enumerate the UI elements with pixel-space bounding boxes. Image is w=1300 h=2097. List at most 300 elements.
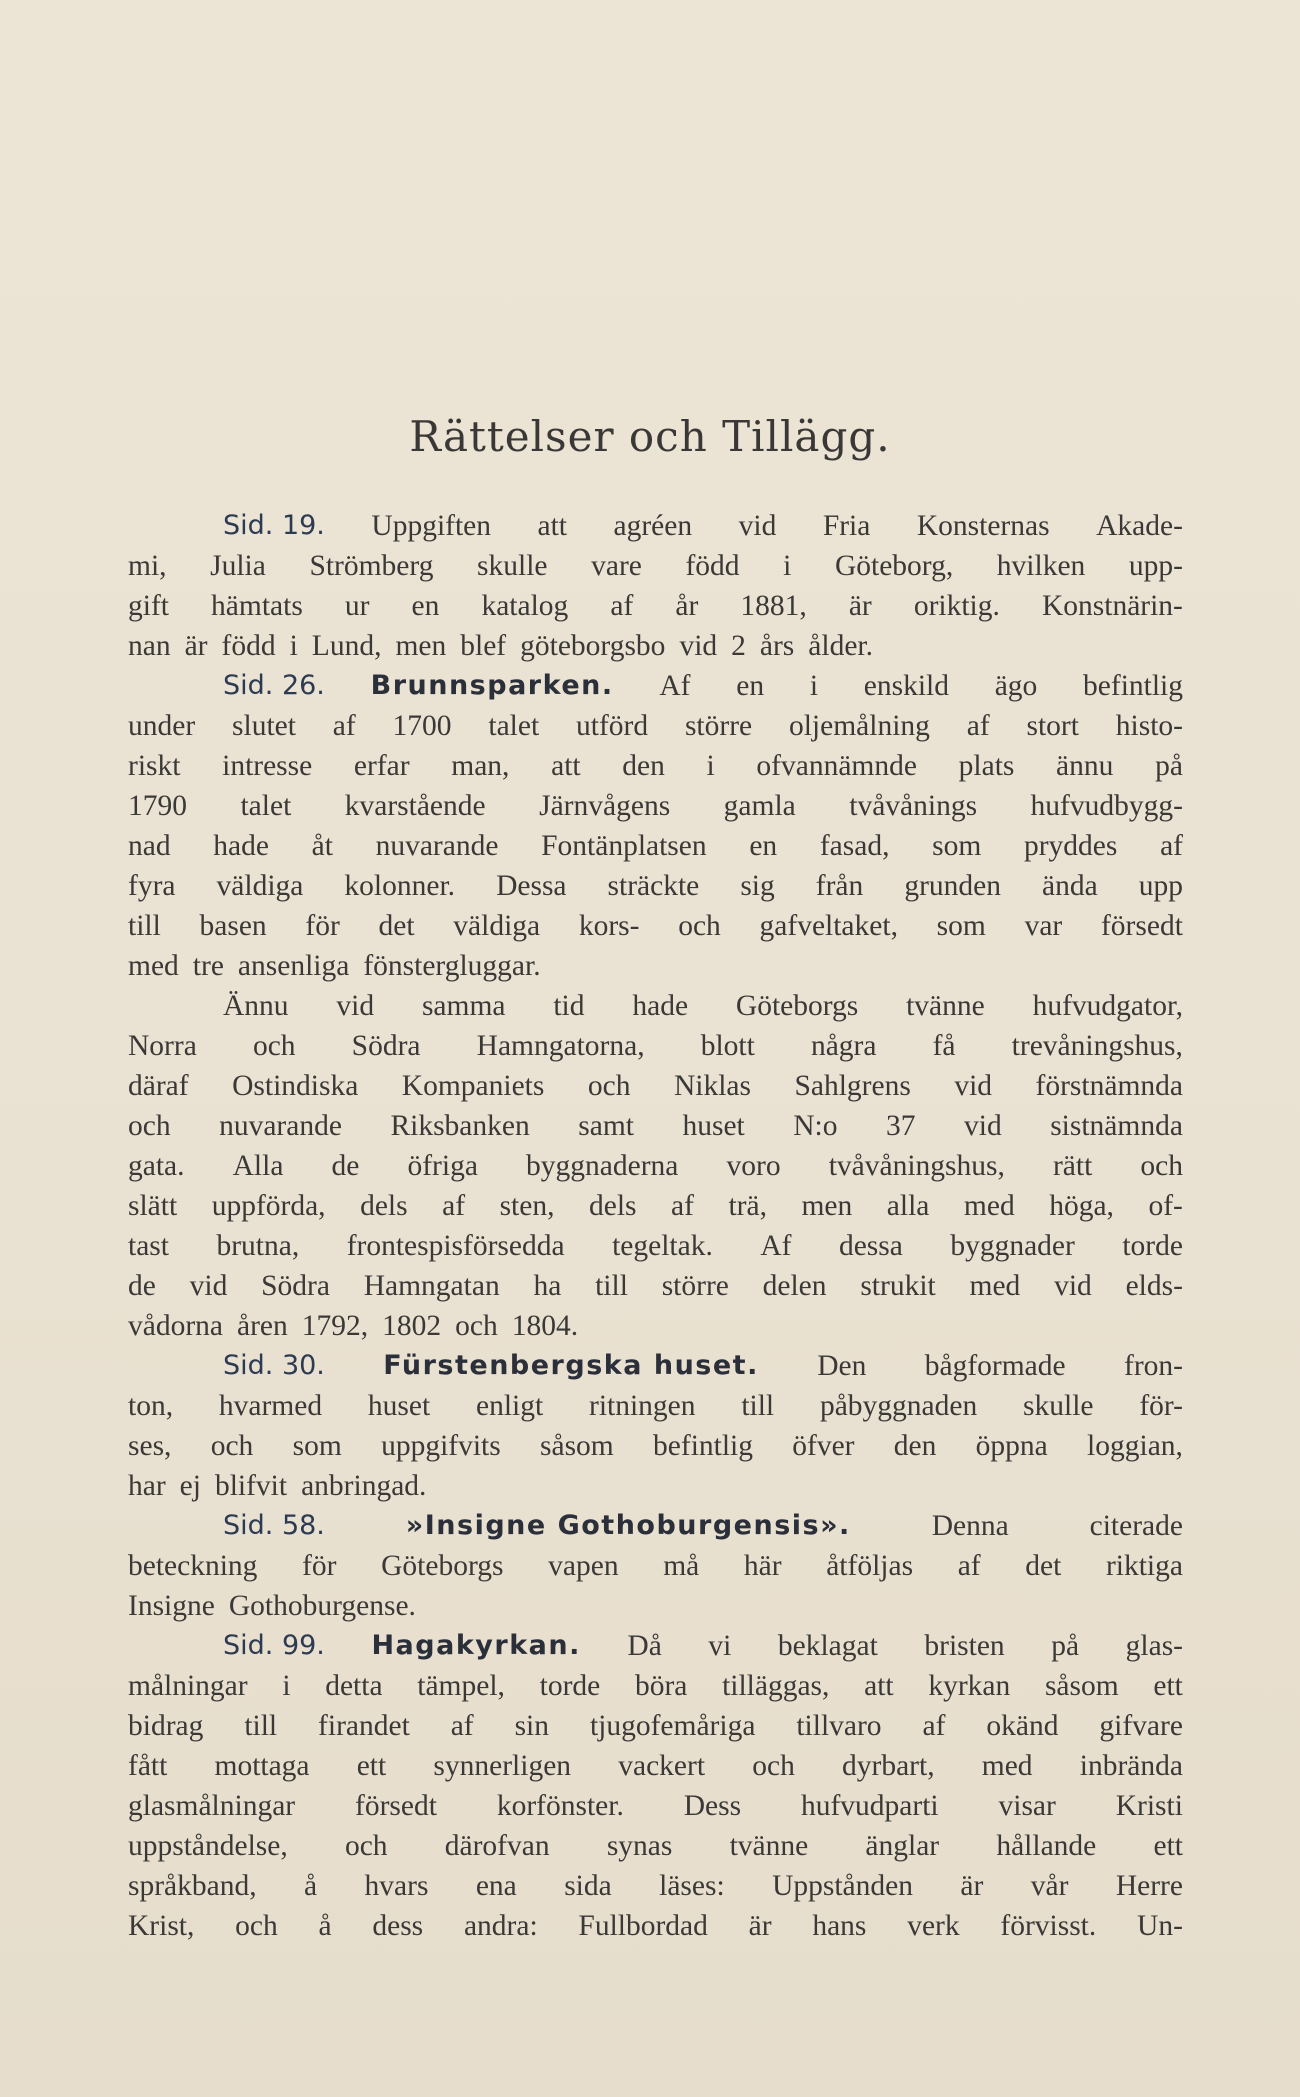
word: på [1155, 750, 1183, 782]
word: språkband, [128, 1870, 257, 1902]
word: sistnämnda [1050, 1110, 1183, 1142]
word: Kristi [1115, 1790, 1183, 1822]
text-line [128, 1586, 1183, 1626]
word: loggian, [1087, 1430, 1183, 1462]
word: detta [325, 1670, 383, 1702]
word: samma [421, 990, 506, 1022]
word: tjugofemåriga [589, 1710, 756, 1742]
word: ett [1153, 1830, 1183, 1862]
word: intresse [222, 750, 313, 782]
word: med [963, 1190, 1015, 1222]
word: erfar [353, 750, 410, 782]
word: vackert [618, 1750, 706, 1782]
word: och [1140, 1150, 1183, 1182]
word: grunden [904, 870, 1001, 902]
word: dessa [838, 1230, 903, 1262]
word: sida [564, 1870, 612, 1902]
word: under [128, 710, 196, 742]
word: skulle [1023, 1390, 1094, 1422]
word: plats [958, 750, 1015, 782]
word: fron- [1124, 1350, 1183, 1382]
word: man, [451, 750, 510, 782]
word: få [932, 1030, 956, 1062]
word: 1790 [128, 790, 187, 822]
word: uppgifvits [381, 1430, 501, 1462]
word: i [809, 670, 819, 702]
word: blifvit [214, 1470, 288, 1502]
word: Un- [1137, 1910, 1183, 1942]
word: inbrända [1079, 1750, 1183, 1782]
word: af [957, 1550, 981, 1582]
word: ett [1153, 1670, 1183, 1702]
word: och [344, 1830, 388, 1862]
text-line [128, 1186, 1183, 1226]
word: och [587, 1070, 631, 1102]
text-line [128, 1266, 1183, 1306]
page-reference: Sid. 26. [223, 670, 325, 701]
word: såsom [540, 1430, 614, 1462]
word: i [289, 630, 298, 662]
word: Konstnärin- [1041, 590, 1183, 622]
word: som [932, 830, 982, 862]
word: byggnaderna [526, 1150, 679, 1182]
word: Krist, [128, 1910, 195, 1942]
word: beklagat [777, 1630, 878, 1662]
text-line [128, 1906, 1183, 1946]
word: befintlig [1083, 670, 1183, 702]
word: åtföljas [826, 1550, 914, 1582]
word: af [1160, 830, 1183, 862]
text-line [128, 506, 1183, 546]
word: riktiga [1105, 1550, 1183, 1582]
text-line [128, 1626, 1183, 1666]
section-heading: Hagakyrkan. [371, 1630, 581, 1661]
word: bristen [924, 1630, 1005, 1662]
word: strukit [860, 1270, 936, 1302]
word: af [671, 1190, 694, 1222]
word: okänd [986, 1710, 1059, 1742]
word: och [235, 1910, 278, 1942]
word: till [741, 1390, 775, 1422]
word: agréen [613, 510, 693, 542]
word: Ännu [223, 990, 289, 1022]
word: gifvare [1099, 1710, 1183, 1742]
word: anbringad. [301, 1470, 427, 1502]
word: sträckte [607, 870, 700, 902]
word: Herre [1115, 1870, 1183, 1902]
word: glas- [1125, 1630, 1183, 1662]
word: Julia [210, 550, 266, 582]
word: Denna [931, 1510, 1009, 1542]
word: slätt [128, 1190, 178, 1222]
word: är [748, 1910, 772, 1942]
word: blott [700, 1030, 755, 1062]
word: vid [336, 990, 375, 1022]
word: förvisst. [1000, 1910, 1097, 1942]
word: större [661, 1270, 729, 1302]
word: Göteborgs [735, 990, 859, 1022]
word: hufvudbygg- [1030, 790, 1183, 822]
word: års [759, 630, 795, 662]
text-line [128, 786, 1183, 826]
word: tvåvånings [849, 790, 978, 822]
word: Alla [232, 1150, 284, 1182]
word: ha [533, 1270, 562, 1302]
word: hufvudparti [800, 1790, 939, 1822]
word: tämpel, [417, 1670, 505, 1702]
word: hämtats [211, 590, 303, 622]
word: de [128, 1270, 156, 1302]
text-line [128, 826, 1183, 866]
text-line [128, 1826, 1183, 1866]
word: må [663, 1550, 700, 1582]
word: tre [192, 950, 224, 982]
word: böra [634, 1670, 688, 1702]
word: Strömberg [309, 550, 434, 582]
word: med [981, 1750, 1033, 1782]
word: den [893, 1430, 937, 1462]
word: tvänne [729, 1830, 809, 1862]
word: Södra [261, 1270, 330, 1302]
word: gata. [128, 1150, 185, 1182]
word: dels [360, 1190, 408, 1222]
word: från [815, 870, 864, 902]
word: synas [606, 1830, 673, 1862]
word: förstnämnda [1035, 1070, 1183, 1102]
word: slutet [232, 710, 296, 742]
word: Lund, [311, 630, 382, 662]
word: det [378, 910, 415, 942]
word: och [252, 1030, 296, 1062]
text-line [128, 1426, 1183, 1466]
word: korfönster. [496, 1790, 624, 1822]
word: Dess [683, 1790, 742, 1822]
text-line [128, 1306, 1183, 1346]
word: på [1051, 1630, 1080, 1662]
word: född [221, 630, 276, 662]
word: huset [682, 1110, 745, 1142]
word: att [537, 510, 568, 542]
text-line [128, 866, 1183, 906]
page-title: Rättelser och Tillägg. [409, 412, 891, 461]
word: oriktig. [913, 590, 1000, 622]
text-line [128, 1226, 1183, 1266]
word: för [302, 1550, 337, 1582]
word: verk [907, 1910, 960, 1942]
word: stort [1026, 710, 1079, 742]
text-line [128, 1346, 1183, 1386]
page-reference: Sid. 99. [223, 1630, 325, 1661]
word: försedt [355, 1790, 437, 1822]
word: Sahlgrens [794, 1070, 911, 1102]
section-heading: Brunnsparken. [370, 670, 614, 701]
word: som [292, 1430, 342, 1462]
word: större [684, 710, 753, 742]
word: enligt [476, 1390, 544, 1422]
word: Uppgiften [371, 510, 492, 542]
word: Göteborgs [381, 1550, 504, 1582]
word: änglar [865, 1830, 940, 1862]
word: ritningen [589, 1390, 696, 1422]
word: kyrkan [928, 1670, 1011, 1702]
word: åt [311, 830, 333, 862]
word: en [736, 670, 765, 702]
word: har [128, 1470, 166, 1502]
word: 1792, [301, 1310, 369, 1342]
word: till [128, 910, 161, 942]
word: Hamngatan [363, 1270, 500, 1302]
word: fasad, [819, 830, 890, 862]
word: född [685, 550, 740, 582]
word: tvänne [906, 990, 985, 1022]
word: ena [475, 1870, 517, 1902]
word: fyra [128, 870, 176, 902]
word: öppna [975, 1430, 1048, 1462]
word: Konsternas [916, 510, 1050, 542]
word: elds- [1125, 1270, 1183, 1302]
word: of- [1148, 1190, 1183, 1222]
word: Riksbanken [390, 1110, 530, 1142]
word: huset [367, 1390, 431, 1422]
word: vid [1054, 1270, 1092, 1302]
word: att [864, 1670, 894, 1702]
word: glasmålningar [128, 1790, 296, 1822]
word: är [184, 630, 208, 662]
word: vid [954, 1070, 993, 1102]
word: ton, [128, 1390, 174, 1422]
word: tid [553, 990, 585, 1022]
text-line [128, 1786, 1183, 1826]
word: brutna, [216, 1230, 300, 1262]
word: i [783, 550, 792, 582]
word: men [395, 630, 447, 662]
word: att [551, 750, 581, 782]
word: af [966, 710, 990, 742]
word: Södra [351, 1030, 421, 1062]
word: hvarmed [218, 1390, 323, 1422]
word: af [332, 710, 356, 742]
page-reference: Sid. 30. [223, 1350, 325, 1381]
word: höga, [1049, 1190, 1114, 1222]
word: en [411, 590, 440, 622]
word: vi [708, 1630, 732, 1662]
word: bågformade [924, 1350, 1066, 1382]
word: den [622, 750, 665, 782]
word: gamla [723, 790, 796, 822]
word: göteborgsbo [520, 630, 666, 662]
text-line [128, 1746, 1183, 1786]
word: hans [812, 1910, 867, 1942]
word: firandet [318, 1710, 410, 1742]
word: Niklas [673, 1070, 751, 1102]
word: N:o [793, 1110, 838, 1142]
word: målningar [128, 1670, 248, 1702]
text-line [128, 1866, 1183, 1906]
word: till [244, 1710, 278, 1742]
word: och [678, 910, 721, 942]
word: Dessa [496, 870, 567, 902]
word: en [749, 830, 778, 862]
word: oljemålning [788, 710, 930, 742]
word: Göteborg, [834, 550, 954, 582]
word: vid [964, 1110, 1002, 1142]
word: talet [240, 790, 292, 822]
word: läses: [659, 1870, 725, 1902]
word: vådorna [128, 1310, 224, 1342]
word: Gothoburgense. [228, 1590, 416, 1622]
word: gafveltaket, [759, 910, 898, 942]
section-heading: Fürstenbergska huset. [383, 1350, 759, 1381]
word: kolonner. [344, 870, 456, 902]
word: ålder. [808, 630, 874, 662]
word: Hamngatorna, [476, 1030, 645, 1062]
word: ända [1042, 870, 1098, 902]
text-line [128, 1106, 1183, 1146]
word: gift [128, 590, 169, 622]
word: nuvarande [219, 1110, 342, 1142]
word: Då [627, 1630, 662, 1662]
word: enskild [863, 670, 949, 702]
word: Akade- [1096, 510, 1183, 542]
word: upp- [1128, 550, 1183, 582]
word: 1881, [740, 590, 807, 622]
word: 1700 [392, 710, 452, 742]
word: å [304, 1870, 318, 1902]
word: befintlig [653, 1430, 753, 1462]
word: rätt [1052, 1150, 1093, 1182]
word: frontespisförsedda [346, 1230, 565, 1262]
word: samt [578, 1110, 634, 1142]
word: torde [1122, 1230, 1183, 1262]
word: sig [740, 870, 775, 902]
word: hållande [996, 1830, 1097, 1862]
text-line [128, 1066, 1183, 1106]
word: af [610, 590, 634, 622]
text-line [128, 746, 1183, 786]
word: Den [817, 1350, 867, 1382]
word: trevåningshus, [1011, 1030, 1183, 1062]
word: ses, [128, 1430, 172, 1462]
word: hvilken [996, 550, 1086, 582]
word: mottaga [214, 1750, 310, 1782]
word: Uppstånden [772, 1870, 913, 1902]
word: ännu [1056, 750, 1114, 782]
word: synnerligen [433, 1750, 572, 1782]
word: beteckning [128, 1550, 258, 1582]
text-line [128, 1386, 1183, 1426]
word: vid [679, 630, 718, 662]
word: 1802 [382, 1310, 442, 1342]
word: men [801, 1190, 853, 1222]
section-heading: »Insigne Gothoburgensis». [405, 1510, 851, 1541]
page-reference: Sid. 58. [223, 1510, 325, 1541]
word: vapen [548, 1550, 619, 1582]
word: nuvarande [375, 830, 499, 862]
word: uppståndelse, [128, 1830, 288, 1862]
word: Af [659, 670, 691, 702]
word: 2 [731, 630, 746, 662]
text-line [128, 906, 1183, 946]
word: påbyggnaden [819, 1390, 978, 1422]
word: tillvaro [796, 1710, 882, 1742]
word: vår [1030, 1870, 1069, 1902]
word: var [1024, 910, 1063, 942]
word: 37 [886, 1110, 916, 1142]
word: år [675, 590, 699, 622]
word: andra: [463, 1910, 538, 1942]
text-line [128, 586, 1183, 626]
word: och [210, 1430, 254, 1462]
word: vare [591, 550, 642, 582]
text-line [128, 546, 1183, 586]
text-line [128, 986, 1183, 1026]
word: med [128, 950, 179, 982]
word: försedt [1100, 910, 1183, 942]
word: som [936, 910, 986, 942]
word: byggnader [950, 1230, 1075, 1262]
text-line [128, 626, 1183, 666]
word: med [969, 1270, 1021, 1302]
word: för [305, 910, 340, 942]
word: sten, [499, 1190, 555, 1222]
word: nad [128, 830, 171, 862]
word: alla [886, 1190, 930, 1222]
text-line [128, 1146, 1183, 1186]
word: här [743, 1550, 782, 1582]
word: pryddes [1023, 830, 1118, 862]
word: af [450, 1710, 474, 1742]
word: katalog [481, 590, 569, 622]
word: väldiga [453, 910, 541, 942]
word: och [128, 1110, 171, 1142]
word: voro [726, 1150, 781, 1182]
text-line [128, 666, 1183, 706]
word: Af [760, 1230, 792, 1262]
word: Ostindiska [232, 1070, 359, 1102]
word: ansenliga [237, 950, 350, 982]
word: ur [344, 590, 370, 622]
text-line [128, 706, 1183, 746]
word: till [595, 1270, 628, 1302]
word: tilläggas, [722, 1670, 830, 1702]
word: är [848, 590, 872, 622]
word: riskt [128, 750, 181, 782]
word: kors- [578, 910, 640, 942]
word: det [1025, 1550, 1062, 1582]
word: utförd [576, 710, 649, 742]
word: hade [213, 830, 269, 862]
word: i [706, 750, 715, 782]
word: Fullbordad [578, 1910, 708, 1942]
word: därofvan [444, 1830, 550, 1862]
word: Norra [128, 1030, 197, 1062]
word: upp [1138, 870, 1183, 902]
word: fönstergluggar. [363, 950, 541, 982]
word: citerade [1089, 1510, 1183, 1542]
word: af [922, 1710, 946, 1742]
word: för- [1139, 1390, 1183, 1422]
word: 1804. [511, 1310, 579, 1342]
word: åren [237, 1310, 288, 1342]
text-line [128, 946, 1183, 986]
word: några [810, 1030, 877, 1062]
word: är [960, 1870, 984, 1902]
word: tast [128, 1230, 169, 1262]
word: vid [738, 510, 777, 542]
word: tegeltak. [612, 1230, 713, 1262]
corrections-text [128, 506, 1183, 1946]
word: hade [632, 990, 689, 1022]
